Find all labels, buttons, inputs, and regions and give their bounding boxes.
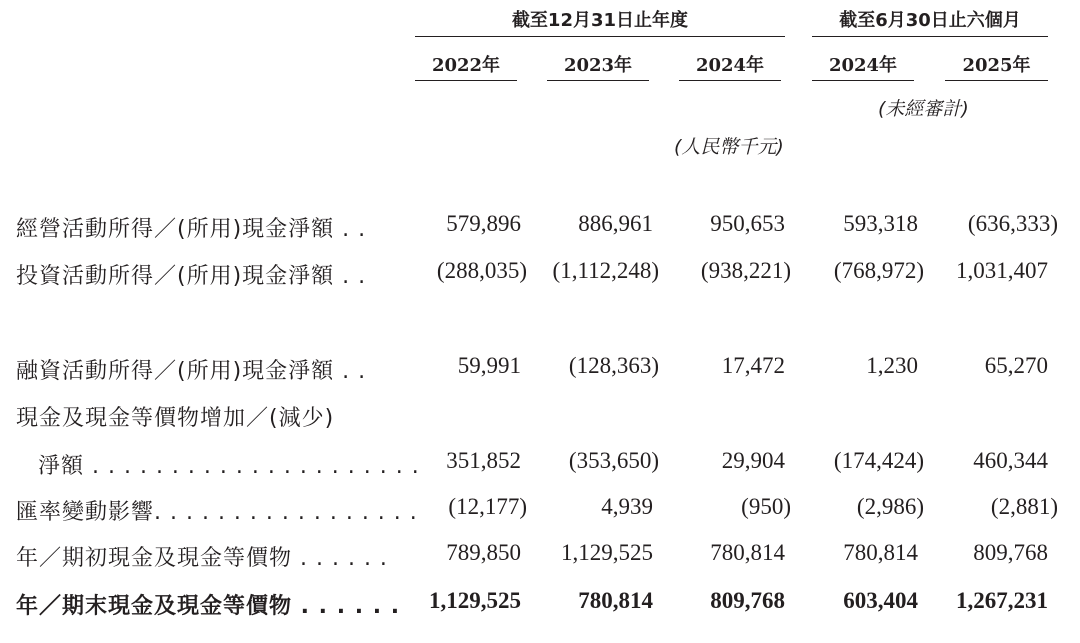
row-value: 351,852 [446,448,521,473]
year-rule-2022 [415,80,517,81]
row-value: 1,129,525 [429,588,521,613]
row-value: (12,177) [448,494,527,519]
row-value: (2,881) [990,494,1058,519]
row-value: 886,961 [578,211,653,236]
row-value: 1,230 [866,353,918,378]
row-value: (2,986) [856,494,924,519]
year-header-2024: 2024年 [695,55,765,76]
row-label-closing-cash: 年／期末現金及現金等價物 . . . . . . [16,594,401,619]
row-value: 780,814 [710,540,785,565]
year-header-2023: 2023年 [563,55,633,76]
currency-note: (人民幣千元) [674,136,784,158]
annual-period-header: 截至12月31日止年度 [511,10,689,31]
row-value: 780,814 [843,540,918,565]
row-value: 460,344 [973,448,1048,473]
row-value: 17,472 [721,353,785,378]
interim-header-rule [812,36,1048,37]
row-value: (174,424) [833,448,924,473]
row-value: 4,939 [601,494,653,519]
row-label-financing: 融資活動所得／(所用)現金淨額 . . [16,359,367,384]
row-value: 1,267,231 [956,588,1048,613]
year-header-2025: 2025年 [962,55,1031,76]
row-value: (950) [741,494,791,519]
row-value: (768,972) [833,258,924,283]
row-value: 780,814 [578,588,653,613]
row-value: 809,768 [710,588,785,613]
row-value: (353,650) [568,448,659,473]
row-label-investing: 投資活動所得／(所用)現金淨額 . . [16,264,367,289]
row-label-operating: 經營活動所得／(所用)現金淨額 . . [16,217,367,242]
row-value: 29,904 [721,448,785,473]
row-value: 59,991 [457,353,521,378]
row-label-opening-cash: 年／期初現金及現金等價物 . . . . . . [16,546,388,571]
row-value: (636,333) [967,211,1058,236]
row-value: (128,363) [568,353,659,378]
row-value: 789,850 [446,540,521,565]
year-rule-2024-interim [812,80,914,81]
year-header-2022: 2022年 [431,55,501,76]
annual-header-rule [415,36,785,37]
year-rule-2025 [945,80,1048,81]
row-value: 1,031,407 [956,258,1048,283]
row-value: 593,318 [843,211,918,236]
row-label-net-change: 現金及現金等價物增加／(減少) [16,406,335,431]
row-label-fx-effect: 匯率變動影響. . . . . . . . . . . . . . . . . [16,500,418,525]
row-value: 809,768 [973,540,1048,565]
row-value: 65,270 [984,353,1048,378]
row-value: 579,896 [446,211,521,236]
row-value: 950,653 [710,211,785,236]
row-value: (288,035) [436,258,527,283]
unaudited-note: (未經審計) [878,98,969,120]
year-rule-2023 [547,80,649,81]
row-value: 1,129,525 [561,540,653,565]
year-rule-2024 [679,80,781,81]
year-header-2024-interim: 2024年 [828,55,898,76]
row-value: (1,112,248) [552,258,659,283]
row-value: (938,221) [700,258,791,283]
row-value: 603,404 [843,588,918,613]
interim-period-header: 截至6月30日止六個月 [839,10,1021,31]
row-label-net: 淨額 . . . . . . . . . . . . . . . . . . . . . [38,454,420,479]
